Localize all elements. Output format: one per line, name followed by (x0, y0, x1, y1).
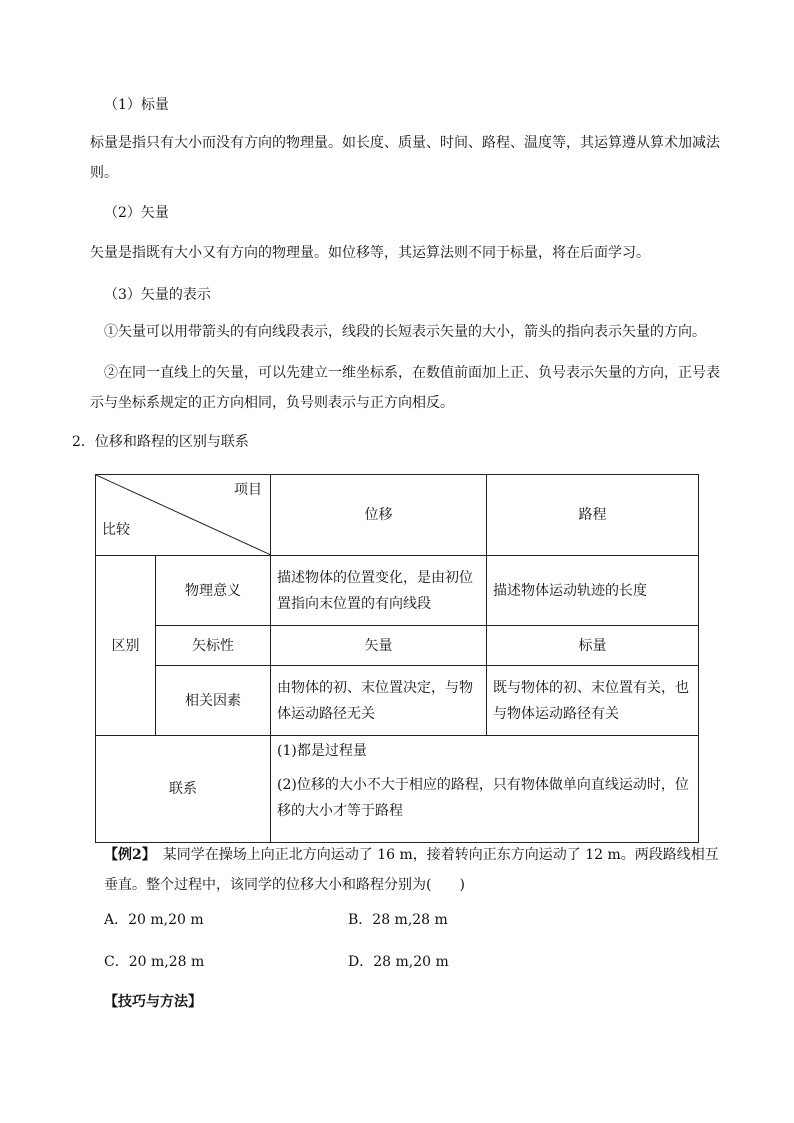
row-label-meaning: 物理意义 (156, 556, 271, 626)
header-displacement: 位移 (271, 475, 487, 556)
paragraph-scalar: 标量是指只有大小而没有方向的物理量。如长度、质量、时间、路程、温度等，其运算遵从算术加减法则。 (90, 135, 720, 181)
row-label-factors: 相关因素 (156, 666, 271, 736)
row-label-vector-scalar: 矢标性 (156, 626, 271, 666)
corner-label-compare: 比较 (102, 522, 130, 538)
cell-meaning-distance: 描述物体运动轨迹的长度 (487, 556, 699, 626)
cell-factors-displacement: 由物体的初、末位置决定，与物体运动路径无关 (271, 666, 487, 736)
cell-relation (271, 736, 699, 843)
row-label-relation: 联系 (96, 736, 271, 843)
section-title-displacement-distance: 2．位移和路程的区别与联系 (72, 434, 249, 450)
example-text: 某同学在操场上向正北方向运动了 16 m，接着转向正东方向运动了 12 m。两段路线相互垂直。整个过程中，该同学的位移大小和路程分别为( ) (104, 847, 719, 893)
heading-vector-representation: （3）矢量的表示 (104, 287, 211, 303)
cell-meaning-displacement: 描述物体的位置变化，是由初位置指向末位置的有向线段 (271, 556, 487, 626)
header-distance: 路程 (487, 475, 699, 556)
cell-type-displacement: 矢量 (271, 626, 487, 666)
option-d: D．28 m,20 m (348, 954, 449, 970)
option-c: C．20 m,28 m (104, 954, 205, 970)
relation-point-2: (2)位移的大小不大于相应的路程，只有物体做单向直线运动时，位移的大小才等于路程 (277, 777, 689, 819)
relation-point-1: (1)都是过程量 (277, 743, 367, 759)
tips-title: 【技巧与方法】 (104, 994, 202, 1010)
paragraph-vector-arrow: ①矢量可以用带箭头的有向线段表示，线段的长短表示矢量的大小，箭头的指向表示矢量的方向。 (104, 324, 706, 340)
paragraph-vector: 矢量是指既有大小又有方向的物理量。如位移等，其运算法则不同于标量，将在后面学习。 (90, 245, 650, 261)
paragraph-vector-sign: ②在同一直线上的矢量，可以先建立一维坐标系，在数值前面加上正、负号表示矢量的方向，正号表示与坐标系规定的正方向相同，负号则表示与正方向相反。 (90, 365, 720, 411)
option-b: B．28 m,28 m (348, 912, 448, 928)
cell-factors-distance: 既与物体的初、末位置有关，也与物体运动路径有关 (487, 666, 699, 736)
group-label-difference: 区别 (96, 556, 156, 736)
heading-scalar: （1）标量 (104, 97, 169, 113)
example-question (104, 840, 724, 900)
cell-type-distance: 标量 (487, 626, 699, 666)
option-a: A．20 m,20 m (104, 912, 204, 928)
example-tag: 【例2】 (104, 847, 149, 863)
corner-label-item: 项目 (234, 482, 262, 498)
comparison-table (95, 474, 699, 843)
table-corner-cell (96, 475, 271, 556)
heading-vector: （2）矢量 (104, 205, 169, 221)
